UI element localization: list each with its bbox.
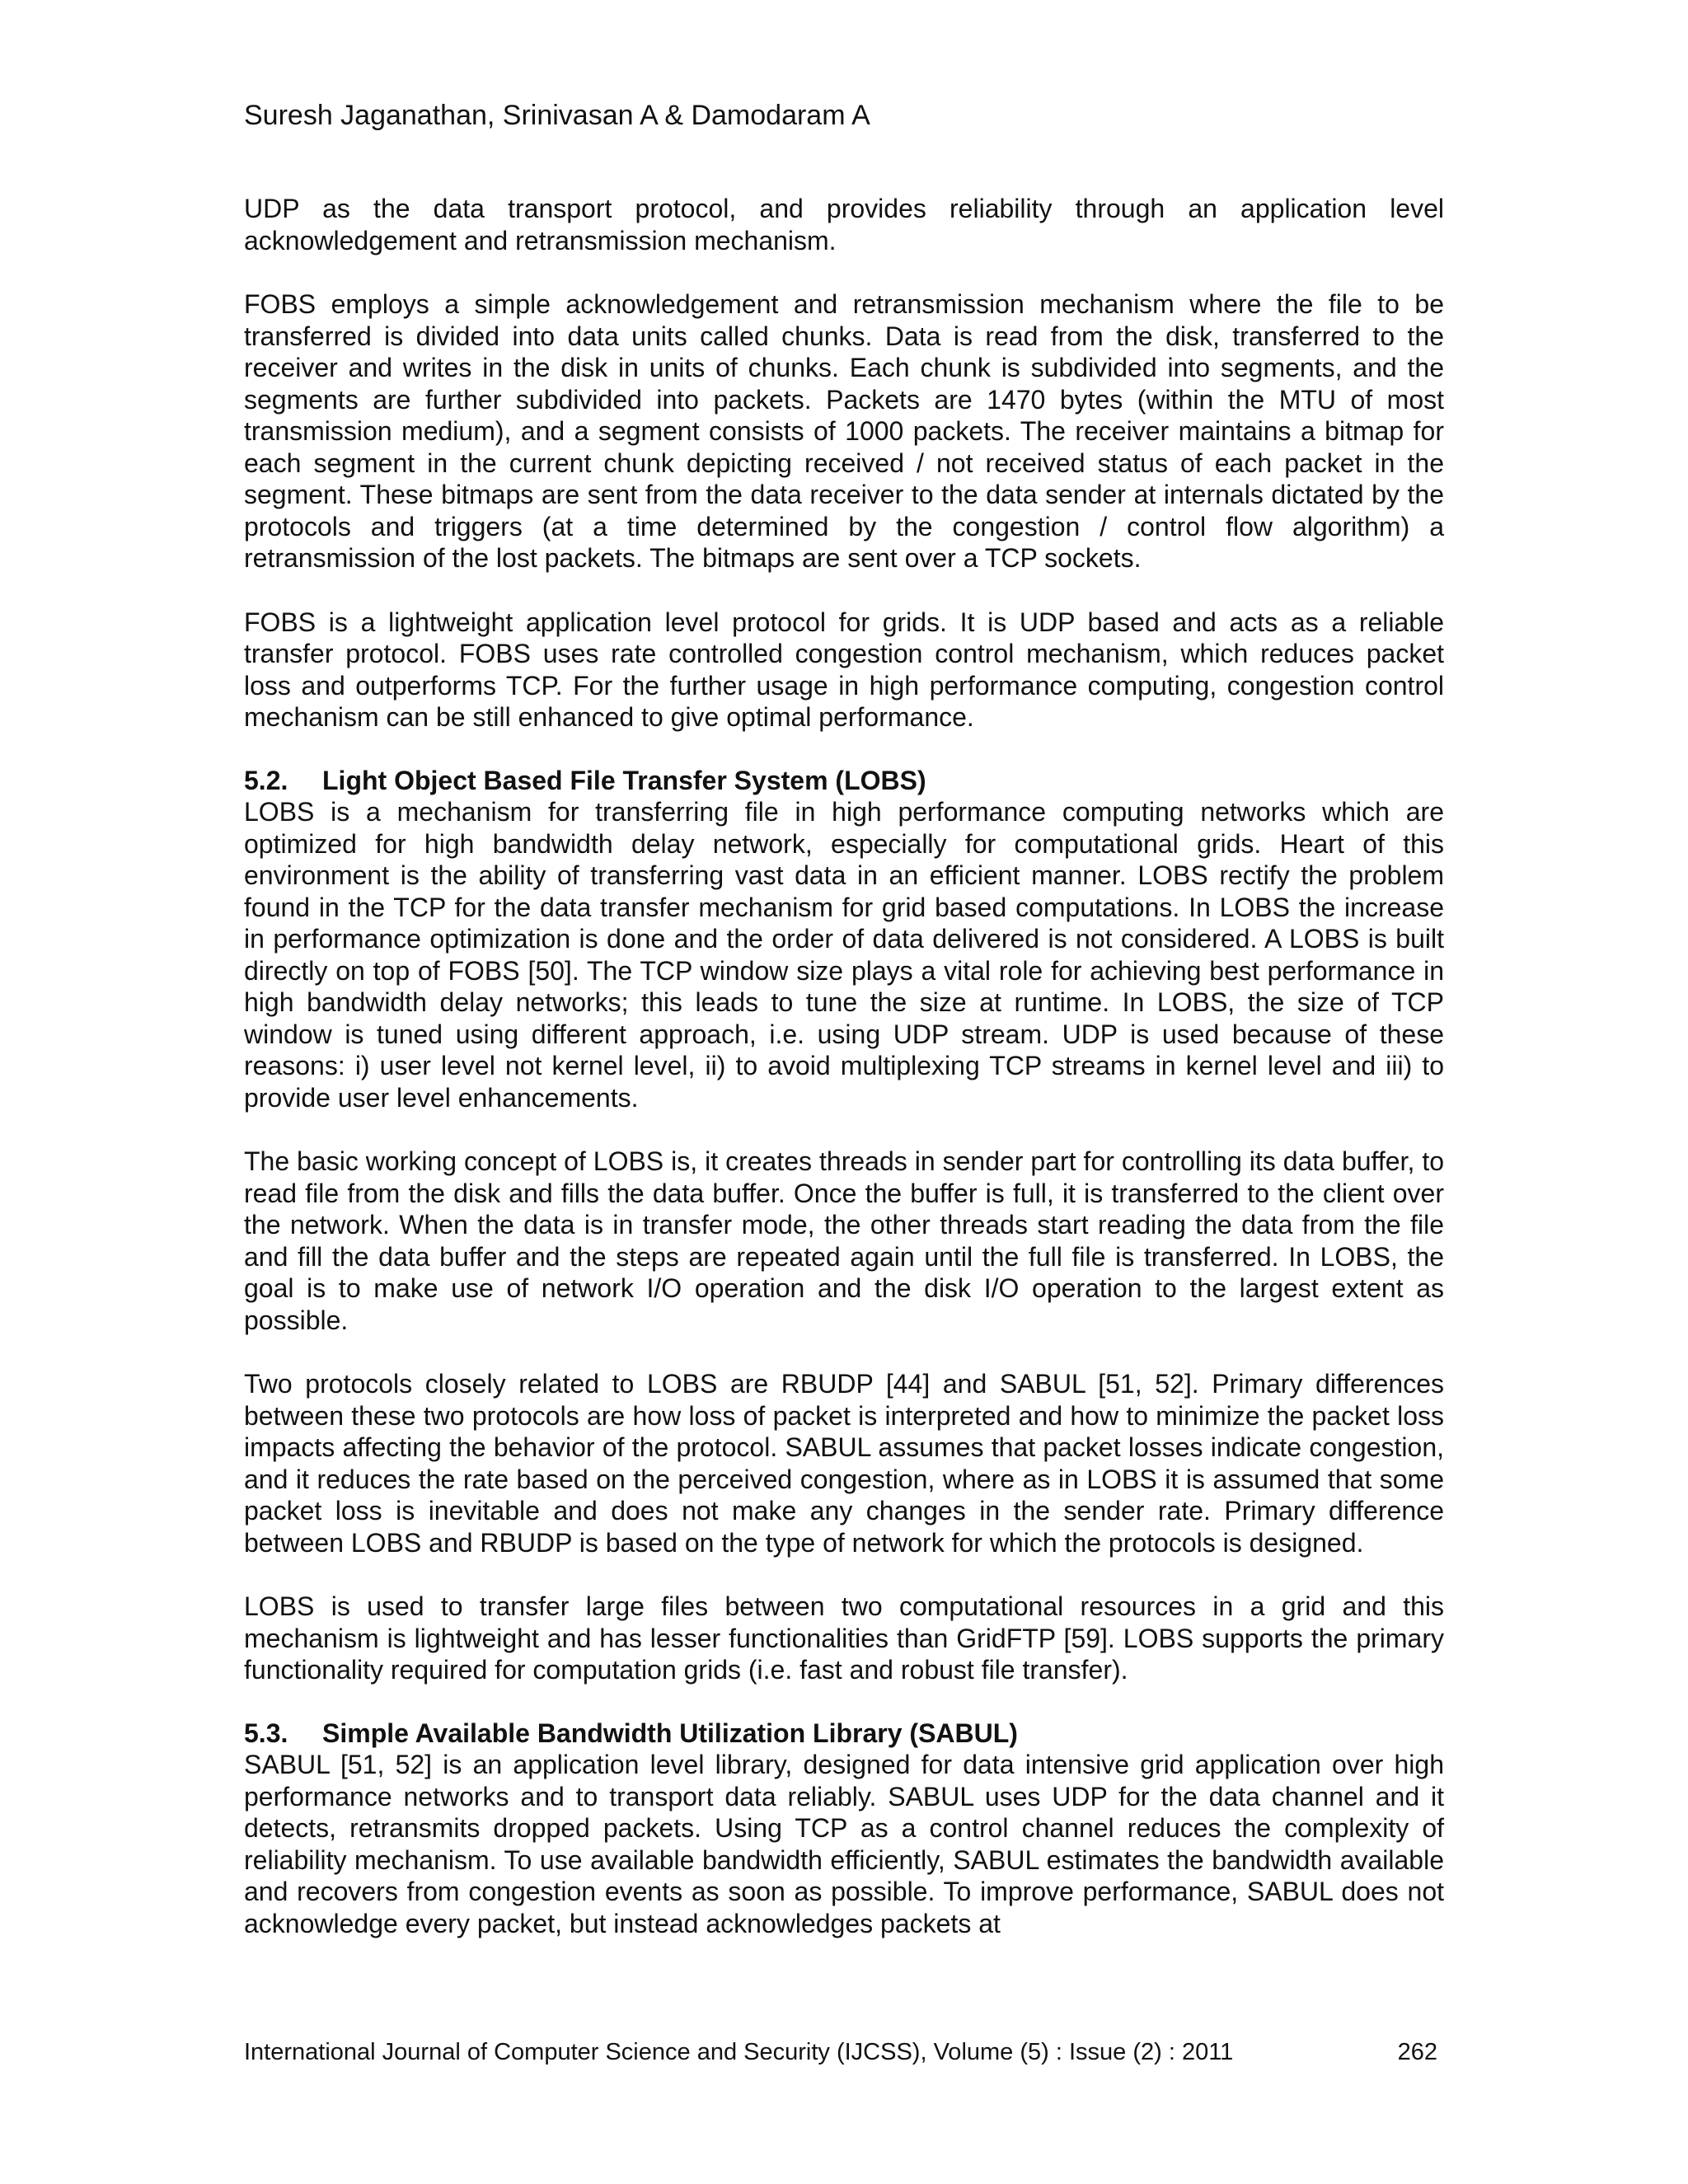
paragraph-lobs-usage: LOBS is used to transfer large files between two computational resources in a grid and this mechanism is lightweight and has lesser functionalities than GridFTP [59]. LOBS supports the primary functionality required for computation grids (i.e. fast and robust file transfer). (244, 1591, 1444, 1685)
section-heading-lobs (244, 765, 1444, 797)
footer-journal: International Journal of Computer Science and Security (IJCSS), Volume (5) : Issue (2) : 2011 (244, 2039, 1234, 2065)
paragraph-lobs-concept: The basic working concept of LOBS is, it creates threads in sender part for controlling its data buffer, to read file from the disk and fills the data buffer. Once the buffer is full, it is transferred to the client over the network. When the data is in transfer mode, the other threads start reading the data from the file and fill the data buffer and the steps are repeated again until the full file is transferred. In LOBS, the goal is to make use of network I/O operation and the disk I/O operation to the largest extent as possible. (244, 1146, 1444, 1335)
paragraph-lobs-intro: LOBS is a mechanism for transferring file in high performance computing networks which are optimized for high bandwidth delay network, especially for computational grids. Heart of this environment is the ability of transferring vast data in an efficient manner. LOBS rectify the problem found in the TCP for the data transfer mechanism for grid based computations. In LOBS the increase in performance optimization is done and the order of data delivered is not considered. A LOBS is built directly on top of FOBS [50]. The TCP window size plays a vital role for achieving best performance in high bandwidth delay networks; this leads to tune the size at runtime. In LOBS, the size of TCP window is tuned using different approach, i.e. using UDP stream. UDP is used because of these reasons: i) user level not kernel level, ii) to avoid multiplexing TCP streams in kernel level and iii) to provide user level enhancements. (244, 797, 1444, 1113)
paragraph-fobs-lightweight: FOBS is a lightweight application level protocol for grids. It is UDP based and acts as a reliable transfer protocol. FOBS uses rate controlled congestion control mechanism, which reduces packet loss and outperforms TCP. For the further usage in high performance computing, congestion control mechanism can be still enhanced to give optimal performance. (244, 607, 1444, 732)
section-number: 5.2. (244, 765, 288, 795)
section-number: 5.3. (244, 1718, 288, 1748)
paragraph-udp-transport: UDP as the data transport protocol, and provides reliability through an application level acknowledgement and retransmission mechanism. (244, 194, 1444, 255)
running-head-authors: Suresh Jaganathan, Srinivasan A & Damodaram A (244, 100, 870, 131)
paragraph-fobs-mechanism: FOBS employs a simple acknowledgement and retransmission mechanism where the file to be transferred is divided into data units called chunks. Data is read from the disk, transferred to the receiver and writes in the disk in units of chunks. Each chunk is subdivided into segments, and the segments are further subdivided into packets. Packets are 1470 bytes (within the MTU of most transmission medium), and a segment consists of 1000 packets. The receiver maintains a bitmap for each segment in the current chunk depicting received / not received status of each packet in the segment. These bitmaps are sent from the data receiver to the data sender at internals dictated by the protocols and triggers (at a time determined by the congestion / control flow algorithm) a retransmission of the lost packets. The bitmaps are sent over a TCP sockets. (244, 289, 1444, 573)
page-body (244, 193, 1444, 1939)
section-title: Simple Available Bandwidth Utilization Library (SABUL) (322, 1718, 1018, 1748)
paragraph-sabul-intro: SABUL [51, 52] is an application level library, designed for data intensive grid application over high performance networks and to transport data reliably. SABUL uses UDP for the data channel and it detects, retransmits dropped packets. Using TCP as a control channel reduces the complexity of reliability mechanism. To use available bandwidth efficiently, SABUL estimates the bandwidth available and recovers from congestion events as soon as possible. To improve performance, SABUL does not acknowledge every packet, but instead acknowledges packets at (244, 1750, 1444, 1938)
section-title: Light Object Based File Transfer System (LOBS) (322, 765, 926, 795)
paragraph-lobs-related: Two protocols closely related to LOBS are RBUDP [44] and SABUL [51, 52]. Primary differences between these two protocols are how loss of packet is interpreted and how to minimize the packet loss impacts affecting the behavior of the protocol. SABUL assumes that packet losses indicate congestion, and it reduces the rate based on the perceived congestion, where as in LOBS it is assumed that some packet loss is inevitable and does not make any changes in the sender rate. Primary difference between LOBS and RBUDP is based on the type of network for which the protocols is designed. (244, 1369, 1444, 1558)
section-heading-sabul (244, 1718, 1444, 1750)
page-number: 262 (1397, 2039, 1437, 2065)
